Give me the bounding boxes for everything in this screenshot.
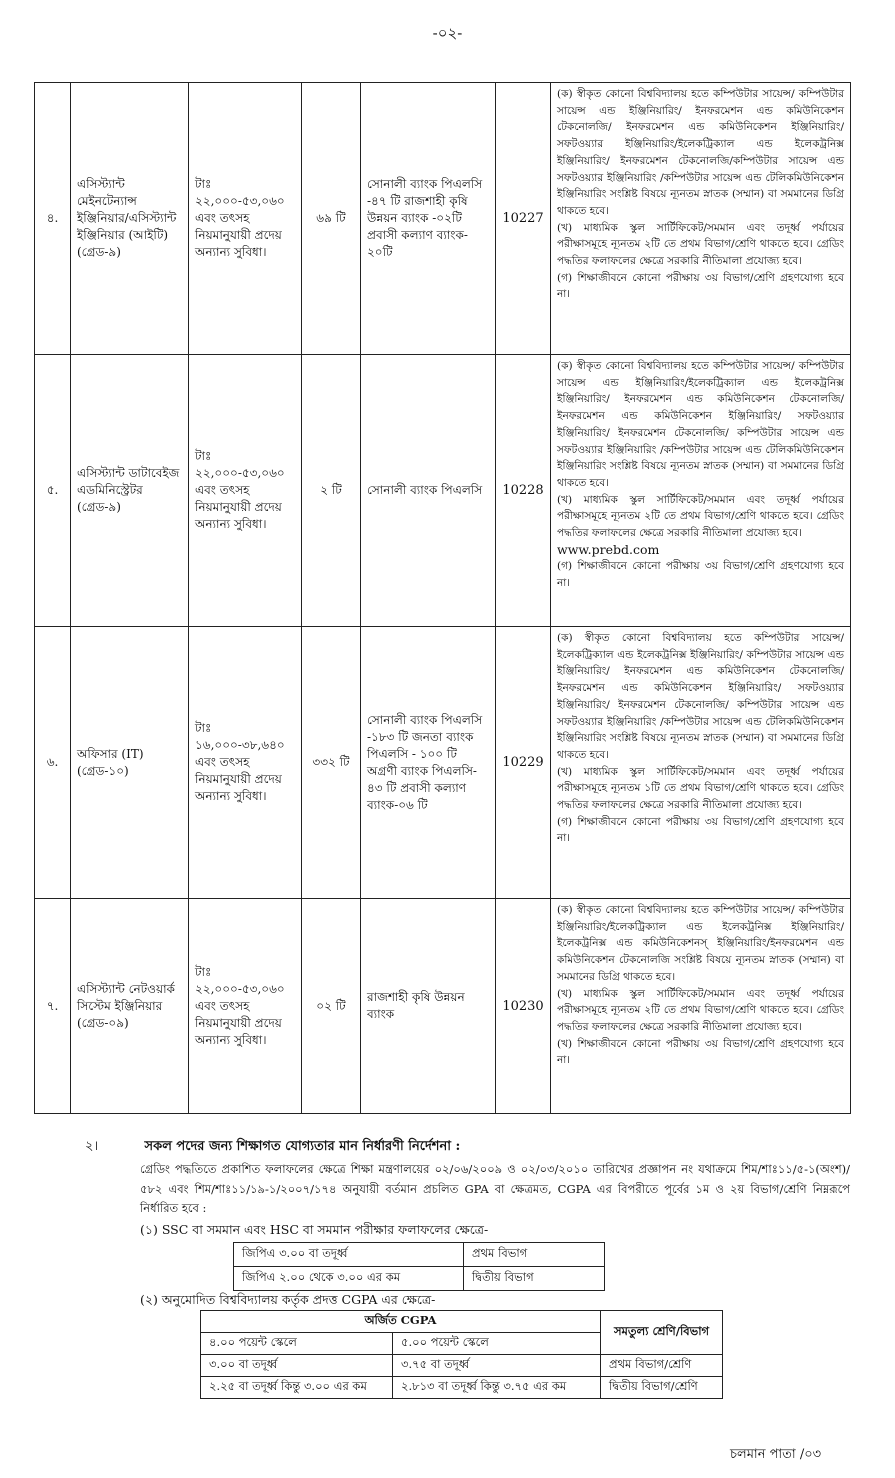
- qualification-cell: [551, 355, 851, 627]
- qualification-c: (খ) শিক্ষাজীবনে কোনো পরীক্ষায় ৩য় বিভাগ/শ্রেণি গ্রহণযোগ্য হবে না।: [557, 1037, 844, 1067]
- serial-cell: ৬.: [35, 627, 71, 899]
- banks-cell: রাজশাহী কৃষি উন্নয়ন ব্যাংক: [361, 899, 496, 1114]
- table-header-row: [201, 1311, 723, 1333]
- qualification-a: (ক) স্বীকৃত কোনো বিশ্ববিদ্যালয় হতে কম্পিউটার সায়েন্স/ইলেকট্রিক্যাল এন্ড ইলেকট্রনিক্স ইঞ্জিনিয়ারিং/ কম্পিউটার সায়েন্স এন্ড ইঞ্জিনিয়ারিং/ ইনফরমেশন এন্ড কমিউনিকেশন টেকনোলজি/ ইনফরমেশন এন্ড কমিউনিকেশন ইঞ্জিনিয়ারিং/ সফটওয়্যার ইঞ্জিনিয়ারিং/ ইনফরমেশন টেকনোলজি/ কম্পিউটার সায়েন্স এন্ড সফটওয়্যার ইঞ্জিনিয়ারিং /কম্পিউটার সায়েন্স এন্ড টেলিকমিউনিকেশন ইঞ্জিনিয়ারিং সংশ্লিষ্ট বিষয়ে ন্যূনতম স্নাতক (সম্মান) বা সমমানের ডিগ্রি থাকতে হবে।: [557, 632, 844, 761]
- qualification-a: (ক) স্বীকৃত কোনো বিশ্ববিদ্যালয় হতে কম্পিউটার সায়েন্স/ কম্পিউটার ইঞ্জিনিয়ারিং/ইলেকট্রিক্যাল এন্ড ইলেকট্রনিক্স ইঞ্জিনিয়ারিং/ ইলেকট্রনিক্স এন্ড কমিউনিকেশনস্ ইঞ্জিনিয়ারিং/ইনফরমেশন এন্ড কমিউনিকেশন টেকনোলজি সংশ্লিষ্ট বিষয়ে ন্যূনতম স্নাতক (সম্মান) বা সমমানের ডিগ্রি থাকতে হবে।: [557, 904, 844, 983]
- scale4-cell: ৩.০০ বা তদূর্ধ্ব: [201, 1355, 393, 1377]
- section-2-heading: [85, 1137, 460, 1158]
- table-row: [234, 1243, 605, 1267]
- division-cell: প্রথম বিভাগ: [464, 1243, 605, 1267]
- equivalent-header: সমতুল্য শ্রেণি/বিভাগ: [601, 1311, 723, 1355]
- qualification-a: (ক) স্বীকৃত কোনো বিশ্ববিদ্যালয় হতে কম্পিউটার সায়েন্স/ কম্পিউটার সায়েন্স এন্ড ইঞ্জিনিয়ারিং/ ইনফরমেশন এন্ড কমিউনিকেশন টেকনোলজি/ ইনফরমেশন এন্ড কমিউনিকেশন ইঞ্জিনিয়ারিং/ সফটওয়্যার ইঞ্জিনিয়ারিং/ইলেকট্রিক্যাল এন্ড ইলেকট্রনিক্স ইঞ্জিনিয়ারিং/ ইনফরমেশন টেকনোলজি/কম্পিউটার সায়েন্স এন্ড সফটওয়্যার ইঞ্জিনিয়ারিং /কম্পিউটার সায়েন্স এন্ড টেলিকমিউনিকেশন ইঞ্জিনিয়ারিং সংশ্লিষ্ট বিষয়ে ন্যূনতম স্নাতক (সম্মান) বা সমমানের ডিগ্রি থাকতে হবে।: [557, 88, 844, 217]
- qualification-b: (খ) মাধ্যমিক স্কুল সার্টিফিকেট/সমমান এবং তদূর্ধ্ব পর্যায়ের পরীক্ষাসমূহে ন্যূনতম ১টি তে প্রথম বিভাগ/শ্রেণি থাকতে হবে। গ্রেডিং পদ্ধতির ফলাফলের ক্ষেত্রে সরকারি নীতিমালা প্রযোজ্য হবে।: [557, 765, 844, 812]
- gpa-cell: জিপিএ ২.০০ থেকে ৩.০০ এর কম: [234, 1267, 464, 1291]
- code-cell: 10227: [496, 83, 551, 355]
- banks-cell: সোনালী ব্যাংক পিএলসি -১৮৩ টি জনতা ব্যাংক পিএলসি - ১০০ টি অগ্রণী ব্যাংক পিএলসি- ৪৩ টি প্রবাসী কল্যাণ ব্যাংক-০৬ টি: [361, 627, 496, 899]
- scale5-cell: ৩.৭৫ বা তদূর্ধ্ব: [393, 1355, 601, 1377]
- cgpa-table: [200, 1310, 723, 1399]
- division-cell: প্রথম বিভাগ/শ্রেণি: [601, 1355, 723, 1377]
- count-cell: ৩৩২ টি: [302, 627, 361, 899]
- watermark-text: www.prebd.com: [557, 541, 660, 557]
- section-title: সকল পদের জন্য শিক্ষাগত যোগ্যতার মান নির্ধারণী নির্দেশনা :: [144, 1139, 461, 1154]
- banks-cell: সোনালী ব্যাংক পিএলসি -৪৭ টি রাজশাহী কৃষি উন্নয়ন ব্যাংক -০২টি প্রবাসী কল্যাণ ব্যাংক- ২০টি: [361, 83, 496, 355]
- qualification-cell: [551, 83, 851, 355]
- table-row: [35, 899, 851, 1114]
- count-cell: ২ টি: [302, 355, 361, 627]
- code-cell: 10229: [496, 627, 551, 899]
- qualification-b: (খ) মাধ্যমিক স্কুল সার্টিফিকেট/সমমান এবং তদূর্ধ্ব পর্যায়ের পরীক্ষাসমূহে ন্যূনতম ২টি তে প্রথম বিভাগ/শ্রেণি থাকতে হবে। গ্রেডিং পদ্ধতির ফলাফলের ক্ষেত্রে সরকারি নীতিমালা প্রযোজ্য হবে।: [557, 221, 844, 268]
- gpa-cell: জিপিএ ৩.০০ বা তদূর্ধ্ব: [234, 1243, 464, 1267]
- section-2-paragraph: গ্রেডিং পদ্ধতিতে প্রকাশিত ফলাফলের ক্ষেত্রে শিক্ষা মন্ত্রণালয়ের ০২/০৬/২০০৯ ও ০২/০৩/২০১০ তারিখের প্রজ্ঞাপন নং যথাক্রমে শিম/শাঃ১১/৫-১(অংশ)/৫৮২ এবং শিম/শাঃ১১/১৯-১/২০০৭/১৭৪ অনুযায়ী বর্তমান প্রচলিত GPA বা ক্ষেত্রমত, CGPA এর বিপরীতে পূর্বের ১ম ও ২য় বিভাগ/শ্রেণি নিম্নরূপে নির্ধারিত হবে :: [140, 1162, 850, 1215]
- continued-page-note: চলমান পাতা /০৩: [730, 1447, 822, 1462]
- banks-cell: সোনালী ব্যাংক পিএলসি: [361, 355, 496, 627]
- salary-cell: টাঃ ২২,০০০-৫৩,০৬০ এবং তৎসহ নিয়মানুযায়ী প্রদেয় অন্যান্য সুবিধা।: [189, 355, 302, 627]
- table-row: [35, 83, 851, 355]
- table-row: [201, 1355, 723, 1377]
- qualification-c: (গ) শিক্ষাজীবনে কোনো পরীক্ষায় ৩য় বিভাগ/শ্রেণি গ্রহণযোগ্য হবে না।: [557, 815, 844, 845]
- salary-cell: টাঃ ২২,০০০-৫৩,০৬০ এবং তৎসহ নিয়মানুযায়ী প্রদেয় অন্যান্য সুবিধা।: [189, 899, 302, 1114]
- page-number: -০২-: [432, 24, 463, 42]
- section-number: ২।: [85, 1139, 99, 1154]
- table-row: [234, 1267, 605, 1291]
- salary-cell: টাঃ ২২,০০০-৫৩,০৬০ এবং তৎসহ নিয়মানুযায়ী প্রদেয় অন্যান্য সুবিধা।: [189, 83, 302, 355]
- posts-table: [34, 82, 851, 1114]
- qualification-b: (খ) মাধ্যমিক স্কুল সার্টিফিকেট/সমমান এবং তদূর্ধ্ব পর্যায়ের পরীক্ষাসমূহে ন্যূনতম ২টি তে প্রথম বিভাগ/শ্রেণি থাকতে হবে। গ্রেডিং পদ্ধতির ফলাফলের ক্ষেত্রে সরকারি নীতিমালা প্রযোজ্য হবে।: [557, 987, 844, 1033]
- qualification-cell: [551, 627, 851, 899]
- count-cell: ০২ টি: [302, 899, 361, 1114]
- code-cell: 10230: [496, 899, 551, 1114]
- scale5-cell: ৫.০০ পয়েন্ট স্কেলে: [393, 1333, 601, 1355]
- table-row: [201, 1377, 723, 1399]
- serial-cell: ৪.: [35, 83, 71, 355]
- qualification-b: (খ) মাধ্যমিক স্কুল সার্টিফিকেট/সমমান এবং তদূর্ধ্ব পর্যায়ের পরীক্ষাসমূহে ন্যূনতম ২টি তে প্রথম বিভাগ/শ্রেণি থাকতে হবে। গ্রেডিং পদ্ধতির ফলাফলের ক্ষেত্রে সরকারি নীতিমালা প্রযোজ্য হবে।: [557, 493, 844, 540]
- count-cell: ৬৯ টি: [302, 83, 361, 355]
- division-cell: দ্বিতীয় বিভাগ: [464, 1267, 605, 1291]
- post-cell: এসিস্ট্যান্ট ডাটাবেইজ এডমিনিস্ট্রেটর (গ্রেড-৯): [71, 355, 189, 627]
- qualification-a: (ক) স্বীকৃত কোনো বিশ্ববিদ্যালয় হতে কম্পিউটার সায়েন্স/ কম্পিউটার সায়েন্স এন্ড ইঞ্জিনিয়ারিং/ইলেকট্রিক্যাল এন্ড ইলেকট্রনিক্স ইঞ্জিনিয়ারিং/ ইনফরমেশন এন্ড কমিউনিকেশন টেকনোলজি/ ইনফরমেশন এন্ড কমিউনিকেশন ইঞ্জিনিয়ারিং/ সফটওয়্যার ইঞ্জিনিয়ারিং/ ইনফরমেশন টেকনোলজি/ কম্পিউটার সায়েন্স এন্ড সফটওয়্যার ইঞ্জিনিয়ারিং /কম্পিউটার সায়েন্স এন্ড টেলিকমিউনিকেশন ইঞ্জিনিয়ারিং সংশ্লিষ্ট বিষয়ে ন্যূনতম স্নাতক (সম্মান) বা সমমানের ডিগ্রি থাকতে হবে।: [557, 360, 844, 489]
- gpa-table: [233, 1242, 605, 1291]
- table-row: [35, 627, 851, 899]
- code-cell: 10228: [496, 355, 551, 627]
- division-cell: দ্বিতীয় বিভাগ/শ্রেণি: [601, 1377, 723, 1399]
- qualification-c: (গ) শিক্ষাজীবনে কোনো পরীক্ষায় ৩য় বিভাগ/শ্রেণি গ্রহণযোগ্য হবে না।: [557, 560, 844, 590]
- cgpa-header: অর্জিত CGPA: [201, 1311, 601, 1333]
- post-cell: এসিস্ট্যান্ট মেইনটেন্যান্স ইঞ্জিনিয়ার/এসিস্ট্যান্ট ইঞ্জিনিয়ার (আইটি) (গ্রেড-৯): [71, 83, 189, 355]
- salary-cell: টাঃ ১৬,০০০-৩৮,৬৪০ এবং তৎসহ নিয়মানুযায়ী প্রদেয় অন্যান্য সুবিধা।: [189, 627, 302, 899]
- qualification-c: (গ) শিক্ষাজীবনে কোনো পরীক্ষায় ৩য় বিভাগ/শ্রেণি গ্রহণযোগ্য হবে না।: [557, 271, 844, 301]
- post-cell: অফিসার (IT) (গ্রেড-১০): [71, 627, 189, 899]
- table-row: [35, 355, 851, 627]
- scale4-cell: ৪.০০ পয়েন্ট স্কেলে: [201, 1333, 393, 1355]
- ssc-hsc-label: (১) SSC বা সমমান এবং HSC বা সমমান পরীক্ষার ফলাফলের ক্ষেত্রে-: [140, 1222, 489, 1237]
- scale5-cell: ২.৮১৩ বা তদূর্ধ্ব কিন্তু ৩.৭৫ এর কম: [393, 1377, 601, 1399]
- qualification-cell: [551, 899, 851, 1114]
- scale4-cell: ২.২৫ বা তদূর্ধ্ব কিন্তু ৩.০০ এর কম: [201, 1377, 393, 1399]
- serial-cell: ৭.: [35, 899, 71, 1114]
- cgpa-label: (২) অনুমোদিত বিশ্ববিদ্যালয় কর্তৃক প্রদত্ত CGPA এর ক্ষেত্রে-: [140, 1292, 436, 1307]
- post-cell: এসিস্ট্যান্ট নেটওয়ার্ক সিস্টেম ইঞ্জিনিয়ার (গ্রেড-০৯): [71, 899, 189, 1114]
- serial-cell: ৫.: [35, 355, 71, 627]
